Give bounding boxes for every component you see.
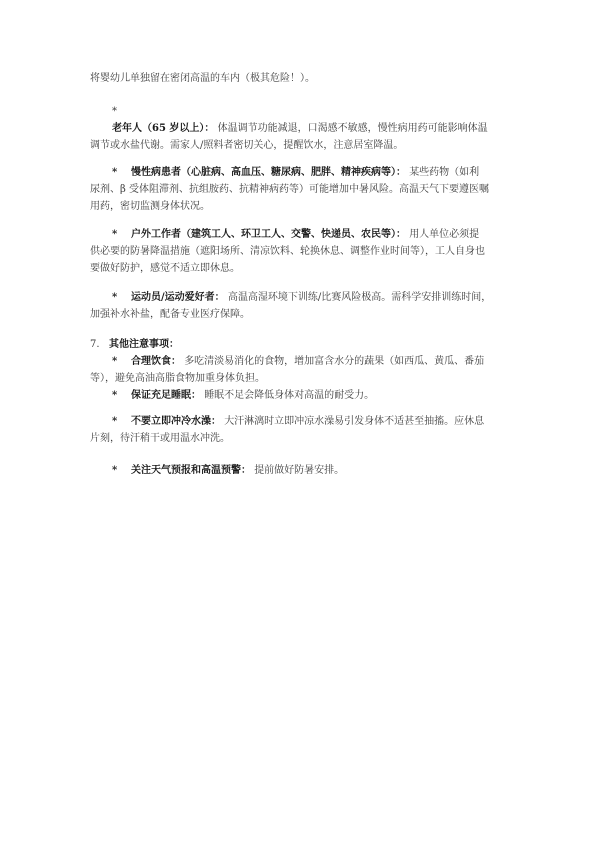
paragraph-athletes: [90, 289, 510, 323]
bullet-marker: *: [112, 229, 118, 240]
paragraph-weather-alerts: [90, 462, 510, 479]
bullet-label: 不要立即冲冷水澡：: [131, 416, 221, 427]
text-line: * 慢性病患者（心脏病、高血压、糖尿病、肥胖、精神疾病等）： 某些药物（如利: [90, 164, 510, 181]
paragraph-chronic-patients: [90, 164, 510, 215]
bullet-marker: *: [112, 106, 117, 117]
bullet-label: 慢性病患者（心脏病、高血压、糖尿病、肥胖、精神疾病等）：: [131, 167, 406, 178]
text-line: 用药，密切监测身体状况。: [90, 201, 210, 212]
paragraph-elderly: [90, 103, 510, 154]
text-line: * 保证充足睡眠： 睡眠不足会降低身体对高温的耐受力。: [90, 387, 510, 404]
text-line: 供必要的防暑降温措施（遮阳场所、清凉饮料、轮换休息、调整作业时间等），工人自身也: [90, 246, 485, 257]
bullet-label: 老年人（65 岁以上）：: [112, 123, 215, 134]
bullet-label: 运动员/运动爱好者：: [131, 292, 225, 303]
section-heading: [90, 336, 510, 353]
section-number: 7.: [90, 339, 100, 350]
text-line: 尿剂、β 受体阻滞剂、抗组胺药、抗精神病药等）可能增加中暑风险。高温天气下要遵医嘱: [90, 184, 489, 195]
bullet-label: 保证充足睡眠：: [131, 390, 201, 401]
text-line: * 关注天气预报和高温预警： 提前做好防暑安排。: [90, 462, 510, 479]
bullet-marker: *: [112, 356, 118, 367]
bullet-marker: *: [112, 292, 118, 303]
text-line: * 不要立即冲冷水澡： 大汗淋漓时立即冲凉水澡易引发身体不适甚至抽搐。应休息: [90, 413, 510, 430]
paragraph-infant-warning: [90, 70, 510, 87]
bullet-label: 合理饮食：: [131, 356, 181, 367]
text-line: 将婴幼儿单独留在密闭高温的车内（极其危险！）。: [90, 73, 315, 84]
bullet-marker: *: [112, 390, 118, 401]
text-line: 等），避免高油高脂食物加重身体负担。: [90, 373, 265, 384]
text-line: 加强补水补盐，配备专业医疗保障。: [90, 309, 250, 320]
paragraph-outdoor-workers: [90, 226, 510, 277]
text-line: 调节或水盐代谢。需家人/照料者密切关心，提醒饮水，注意居室降温。: [90, 140, 404, 151]
bullet-marker: *: [112, 416, 118, 427]
text-line: * 合理饮食： 多吃清淡易消化的食物，增加富含水分的蔬果（如西瓜、黄瓜、番茄: [90, 353, 510, 370]
text-line: * 户外工作者（建筑工人、环卫工人、交警、快递员、农民等）： 用人单位必须提: [90, 226, 510, 243]
text-line: 要做好防护，感觉不适立即休息。: [90, 263, 240, 274]
section-7-other-notes: [90, 336, 510, 404]
section-title: 其他注意事项：: [109, 339, 179, 350]
bullet-marker: *: [112, 167, 118, 178]
bullet-marker: *: [112, 465, 118, 476]
text-line: 片刻，待汗稍干或用温水冲洗。: [90, 433, 230, 444]
text-line: * 运动员/运动爱好者： 高温高湿环境下训练/比赛风险极高。需科学安排训练时间，: [90, 289, 510, 306]
bullet-label: 户外工作者（建筑工人、环卫工人、交警、快递员、农民等）：: [131, 229, 406, 240]
paragraph-cold-shower: [90, 413, 510, 447]
bullet-label: 关注天气预报和高温预警：: [131, 465, 251, 476]
text-line: 老年人（65 岁以上）： 体温调节功能减退，口渴感不敏感，慢性病用药可能影响体温: [112, 123, 488, 134]
